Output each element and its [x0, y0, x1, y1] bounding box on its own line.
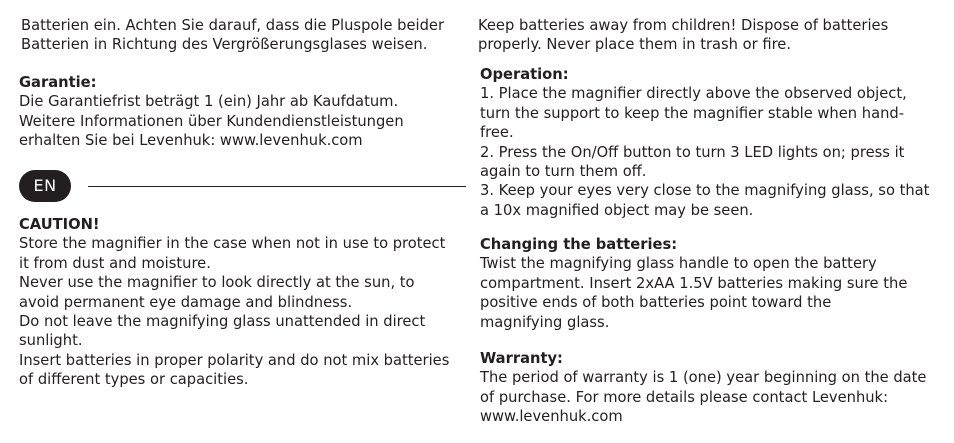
- text-line: Store the magnifier in the case when not in use to protect: [19, 235, 446, 253]
- de-warranty-section: [19, 73, 404, 151]
- text-line: 1. Place the magnifier directly above the observed object,: [480, 85, 907, 103]
- de-battery-instruction: [21, 16, 444, 55]
- text-line: 3. Keep your eyes very close to the magnifying glass, so that: [480, 182, 930, 200]
- section-heading: Changing the batteries:: [480, 236, 678, 253]
- warranty-section: [480, 349, 926, 427]
- text-line: Die Garantiefrist beträgt 1 (ein) Jahr ab Kaufdatum.: [19, 93, 399, 111]
- text-line: properly. Never place them in trash or fire.: [478, 36, 792, 54]
- text-line: Keep batteries away from children! Dispose of batteries: [478, 17, 889, 34]
- text-line: a 10x magnified object may be seen.: [480, 201, 754, 219]
- section-heading: Garantie:: [19, 74, 97, 91]
- text-line: sunlight.: [19, 332, 83, 350]
- text-line: of different types or capacities.: [19, 371, 249, 389]
- section-heading: Operation:: [480, 66, 569, 83]
- text-line: it from dust and moisture.: [19, 254, 211, 272]
- text-line: 2. Press the On/Off button to turn 3 LED lights on; press it: [480, 143, 905, 161]
- text-line: free.: [480, 124, 514, 142]
- text-line: magnifying glass.: [480, 313, 610, 331]
- text-line: www.levenhuk.com: [480, 408, 623, 426]
- text-line: Twist the magnifying glass handle to open the battery: [480, 255, 877, 273]
- text-line: turn the support to keep the magnifier stable when hand-: [480, 104, 905, 122]
- changing-batteries-section: [480, 235, 907, 332]
- text-line: again to turn them off.: [480, 163, 647, 181]
- text-line: The period of warranty is 1 (one) year beginning on the date: [480, 369, 927, 387]
- caution-section: [19, 215, 449, 390]
- text-line: erhalten Sie bei Levenhuk: www.levenhuk.com: [19, 132, 363, 150]
- text-line: positive ends of both batteries point toward the: [480, 294, 832, 312]
- section-heading: Warranty:: [480, 350, 563, 367]
- language-badge-en: EN: [19, 170, 71, 202]
- text-line: Insert batteries in proper polarity and do not mix batteries: [19, 351, 450, 369]
- text-line: Do not leave the magnifying glass unattended in direct: [19, 313, 426, 331]
- battery-safety-notice: [478, 16, 888, 55]
- text-line: Never use the magnifier to look directly at the sun, to: [19, 274, 415, 292]
- operation-section: [480, 65, 929, 220]
- text-line: Batterien ein. Achten Sie darauf, dass die Pluspole beider: [21, 17, 444, 34]
- text-line: Weitere Informationen über Kundendienstleistungen: [19, 112, 404, 130]
- section-heading: CAUTION!: [19, 216, 100, 233]
- section-divider: [88, 186, 466, 187]
- text-line: of purchase. For more details please contact Levenhuk:: [480, 388, 889, 406]
- text-line: avoid permanent eye damage and blindness.: [19, 293, 353, 311]
- text-line: compartment. Insert 2xAA 1.5V batteries making sure the: [480, 274, 908, 292]
- text-line: Batterien in Richtung des Vergrößerungsglases weisen.: [21, 36, 428, 54]
